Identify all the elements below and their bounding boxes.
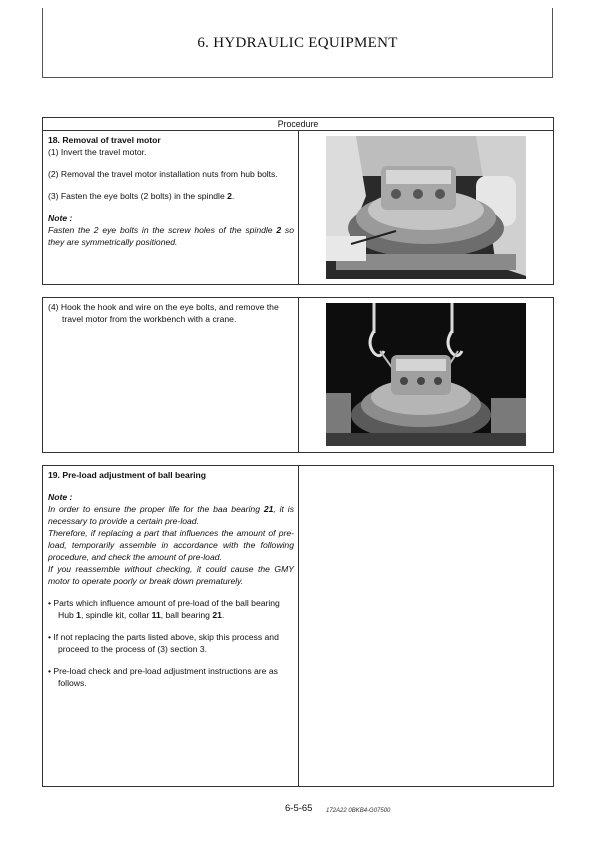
page-title: 6. HYDRAULIC EQUIPMENT	[197, 35, 398, 51]
part-ref: 1	[76, 610, 81, 620]
part-ref: 2	[227, 191, 232, 201]
part-ref: 11	[151, 610, 161, 620]
step-18-note	[48, 224, 294, 248]
step-19-note-1	[48, 503, 294, 527]
step-19-note-1-c: , it is necessary to provide a certain pre-load.	[48, 504, 294, 526]
step-19-note-3: If you reassemble without checking, it could cause the GMY motor to operate poorly or break down prematurely.	[48, 564, 294, 586]
step-19-title: 19. Pre-load adjustment of ball bearing	[48, 470, 207, 480]
bullet-1-e: , ball bearing	[160, 610, 213, 620]
procedure-header-row	[43, 118, 553, 131]
step-18-title: 18. Removal of travel motor	[48, 135, 161, 145]
step-19-note-1-a: In order to ensure the proper life for the baa bearing	[48, 504, 264, 514]
procedure-panel-step-18-4	[42, 297, 554, 453]
photo-travel-motor-workbench	[326, 136, 526, 279]
procedure-panel-step-18	[42, 117, 554, 285]
step-18-item-3	[48, 190, 294, 202]
step-19-text	[43, 466, 299, 786]
part-ref: 21	[212, 610, 222, 620]
bullet-1-a: • Parts which influence amount of pre-load of the ball bearing Hub	[48, 598, 280, 620]
header-box	[42, 8, 553, 78]
photo-crane-lift-travel-motor	[326, 303, 526, 446]
note-label: Note :	[48, 492, 73, 502]
step-19-bullet-3: • Pre-load check and pre-load adjustment instructions are as follows.	[48, 666, 278, 688]
step-18-4-text	[43, 298, 299, 452]
step-18-note-b: so they are symmetrically positioned.	[48, 225, 294, 247]
step-18-note-a: Fasten the 2 eye bolts in the screw holes of the spindle	[48, 225, 277, 235]
procedure-header-label: Procedure	[277, 119, 319, 129]
step-18-text	[43, 131, 299, 284]
bullet-1-g: .	[221, 610, 225, 620]
step-18-item-3-end: .	[231, 191, 235, 201]
note-label: Note :	[48, 213, 73, 223]
step-18-item-1: (1) Invert the travel motor.	[48, 147, 147, 157]
step-18-4-line-1: (4) Hook the hook and wire on the eye bolts, and remove the	[48, 302, 279, 312]
step-19-bullet-1	[48, 597, 294, 621]
bullet-1-c: , spindle kit, collar	[80, 610, 152, 620]
step-19-note-2: Therefore, if replacing a part that influences the amount of pre-load, temporarily assemble in accordance with the following procedure, and check the amount of pre-load.	[48, 528, 294, 562]
step-18-item-3-text: (3) Fasten the eye bolts (2 bolts) in the spindle	[48, 191, 228, 201]
step-18-4-line-2: travel motor from the workbench with a crane.	[62, 314, 237, 324]
document-code: 172A22 0BKB4-G07500	[326, 808, 391, 814]
step-18-item-2: (2) Removal the travel motor installation nuts from hub bolts.	[48, 169, 278, 179]
step-19-bullet-2: • If not replacing the parts listed above, skip this process and proceed to the process of (3) section 3.	[48, 632, 279, 654]
part-ref: 2	[276, 225, 282, 235]
page-number: 6-5-65	[285, 803, 313, 814]
procedure-panel-step-19	[42, 465, 554, 787]
part-ref: 21	[263, 504, 274, 514]
